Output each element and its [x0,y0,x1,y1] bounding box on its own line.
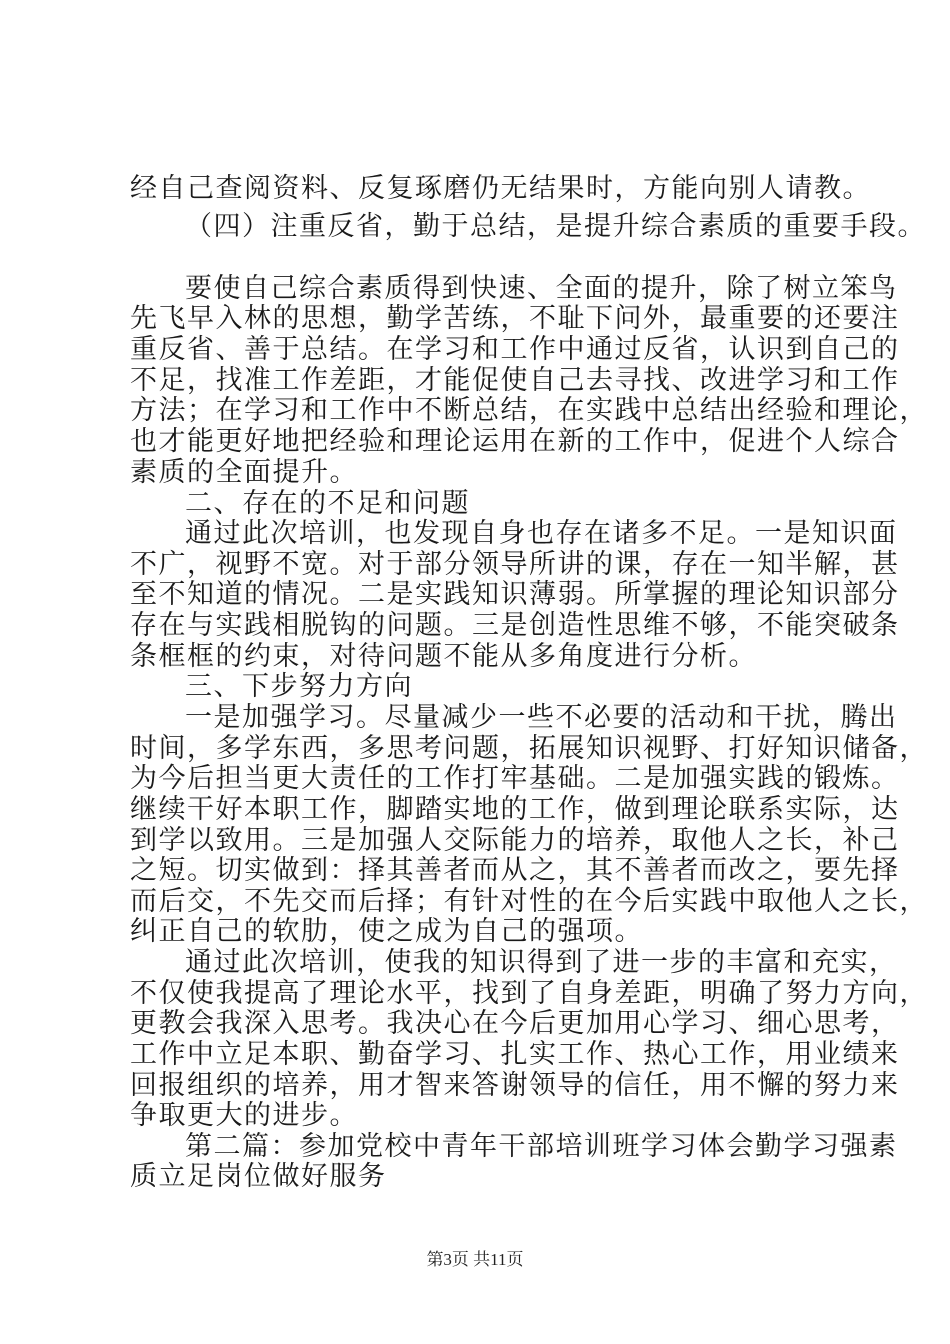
text-line: 要使自己综合素质得到快速、全面的提升，除了树立笨鸟 [185,273,898,304]
text-line: 工作中立足本职、勤奋学习、扎实工作、热心工作，用业绩来 [130,1039,900,1070]
text-line: 先飞早入林的思想，勤学苦练，不耻下问外，最重要的还要注 [130,303,900,334]
text-line: 不仅使我提高了理论水平，找到了自身差距，明确了努力方向， [130,978,928,1009]
text-line: 为今后担当更大责任的工作打牢基础。二是加强实践的锻炼。 [130,763,900,794]
text-line: 一是加强学习。尽量减少一些不必要的活动和干扰，腾出 [185,702,898,733]
text-line: 不广，视野不宽。对于部分领导所讲的课，存在一知半解，甚 [130,549,900,580]
text-line: 重反省、善于总结。在学习和工作中通过反省，认识到自己的 [130,334,900,365]
text-line: 存在与实践相脱钩的问题。三是创造性思维不够，不能突破条 [130,610,900,641]
text-line: 而后交，不先交而后择；有针对性的在今后实践中取他人之长， [130,886,928,917]
text-line: 回报组织的培养，用才智来答谢领导的信任，用不懈的努力来 [130,1070,900,1101]
text-line: 继续干好本职工作，脚踏实地的工作，做到理论联系实际，达 [130,794,900,825]
section-heading: 三、下步努力方向 [185,671,413,702]
section-heading: （四）注重反省，勤于总结，是提升综合素质的重要手段。 [185,211,926,242]
text-line: 条框框的约束，对待问题不能从多角度进行分析。 [130,641,757,672]
text-line: 纠正自己的软肋，使之成为自己的强项。 [130,916,643,947]
text-line: 也才能更好地把经验和理论运用在新的工作中，促进个人综合 [130,426,900,457]
page-number-footer: 第3页 共11页 [426,1250,524,1269]
text-line: 到学以致用。三是加强人交际能力的培养，取他人之长，补己 [130,825,900,856]
text-line: 通过此次培训，使我的知识得到了进一步的丰富和充实， [185,947,898,978]
text-line: 至不知道的情况。二是实践知识薄弱。所掌握的理论知识部分 [130,579,900,610]
text-line: 素质的全面提升。 [130,457,358,488]
text-line: 不足，找准工作差距，才能促使自己去寻找、改进学习和工作 [130,365,900,396]
chapter-heading-continued: 质立足岗位做好服务 [130,1161,387,1192]
text-line: 通过此次培训，也发现自身也存在诸多不足。一是知识面 [185,518,898,549]
text-line: 更教会我深入思考。我决心在今后更加用心学习、细心思考， [130,1008,900,1039]
text-line: 之短。切实做到：择其善者而从之，其不善者而改之，要先择 [130,855,900,886]
chapter-heading: 第二篇：参加党校中青年干部培训班学习体会勤学习强素 [185,1131,898,1162]
text-line: 时间，多学东西，多思考问题，拓展知识视野、打好知识储备， [130,733,928,764]
text-line: 争取更大的进步。 [130,1100,358,1131]
text-line: 经自己查阅资料、反复琢磨仍无结果时，方能向别人请教。 [130,173,871,204]
section-heading: 二、存在的不足和问题 [185,488,470,519]
text-line: 方法；在学习和工作中不断总结，在实践中总结出经验和理论， [130,395,928,426]
